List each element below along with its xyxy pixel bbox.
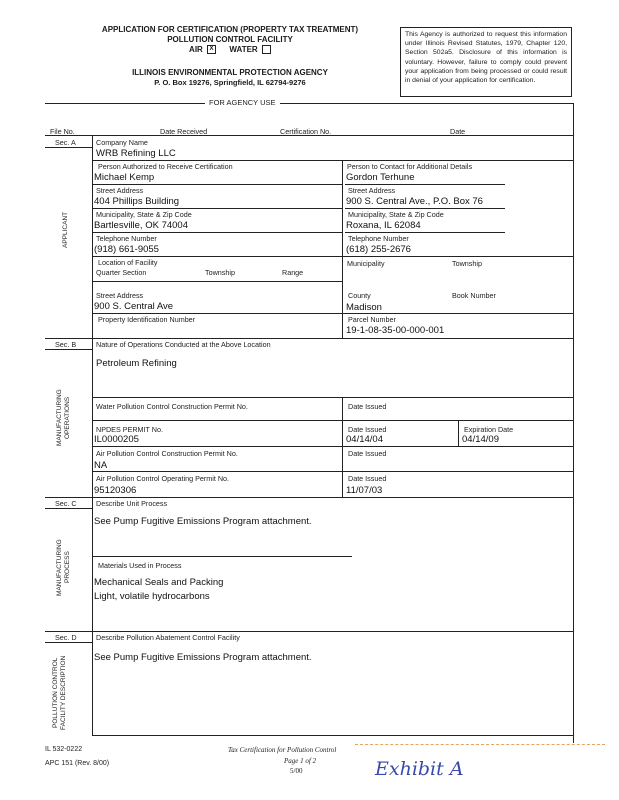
footer-rev: 5/00 bbox=[290, 767, 303, 775]
person-auth: Michael Kemp bbox=[94, 172, 155, 183]
municipality-2: Roxana, IL 62084 bbox=[346, 220, 421, 231]
phone-2: (618) 255-2676 bbox=[346, 244, 411, 255]
footer-center-title: Tax Certification for Pollution Control bbox=[228, 746, 337, 754]
street-2: 900 S. Central Ave., P.O. Box 76 bbox=[346, 196, 483, 207]
agency-name: ILLINOIS ENVIRONMENTAL PROTECTION AGENCY bbox=[132, 68, 328, 77]
street-label-3: Street Address bbox=[96, 291, 144, 300]
file-no-label: File No. bbox=[50, 127, 75, 136]
sec-b-tag: Sec. B bbox=[55, 340, 77, 349]
street-1: 404 Phillips Building bbox=[94, 196, 180, 207]
air-operating-permit-label: Air Pollution Control Operating Permit No. bbox=[96, 474, 230, 483]
npdes-expiration-date: 04/14/09 bbox=[462, 434, 499, 445]
street-label-1: Street Address bbox=[96, 186, 144, 195]
parcel-label: Parcel Number bbox=[348, 315, 396, 324]
street-3: 900 S. Central Ave bbox=[94, 301, 174, 312]
municipality-label-1: Municipality, State & Zip Code bbox=[96, 210, 192, 219]
water-label: WATER bbox=[229, 45, 258, 54]
air-water-checkboxes bbox=[70, 45, 390, 55]
sec-d-side-label: POLLUTION CONTROL FACILITY DESCRIPTION bbox=[52, 655, 67, 730]
phone-label-2: Telephone Number bbox=[348, 234, 409, 243]
form-subtitle: POLLUTION CONTROL FACILITY bbox=[167, 35, 293, 44]
water-permit-label: Water Pollution Control Construction Permit No. bbox=[96, 402, 248, 411]
sec-a-side-label: APPLICANT bbox=[62, 211, 69, 249]
form-title: APPLICATION FOR CERTIFICATION (PROPERTY TAX TREATMENT) bbox=[101, 25, 359, 34]
highlight-strip bbox=[355, 744, 605, 751]
company-name-label: Company Name bbox=[96, 138, 148, 147]
county-label: County bbox=[348, 291, 371, 300]
township-location-label: Township bbox=[452, 259, 482, 268]
parcel-number: 19-1-08-35-00-000-001 bbox=[346, 325, 445, 336]
book-number-label: Book Number bbox=[452, 291, 496, 300]
npdes-date-issued: 04/14/04 bbox=[346, 434, 383, 445]
air-label: AIR bbox=[189, 45, 203, 54]
agency-use-label: FOR AGENCY USE bbox=[205, 98, 280, 107]
phone-label-1: Telephone Number bbox=[96, 234, 157, 243]
materials-label: Materials Used in Process bbox=[98, 561, 182, 570]
disclosure-notice: This Agency is authorized to request this information under Illinois Revised Statutes, 1979, Chapter 120, Section 502a5. Disclosure of this information is voluntary. However, failure to comply could prevent your application from being processed or could result in denial of your application for certification. bbox=[400, 27, 572, 97]
date-label: Date bbox=[450, 127, 466, 136]
water-checkbox[interactable] bbox=[262, 45, 271, 54]
agency-address: P. O. Box 19276, Springfield, IL 62794-9276 bbox=[154, 78, 306, 87]
footer-page: Page 1 of 2 bbox=[284, 757, 317, 765]
nature-of-operations: Petroleum Refining bbox=[96, 358, 177, 369]
npdes-permit-no: IL0000205 bbox=[94, 434, 139, 445]
cert-no-label: Certification No. bbox=[280, 127, 332, 136]
location-label: Location of Facility bbox=[98, 258, 158, 267]
county: Madison bbox=[346, 302, 382, 313]
exhibit-label: Exhibit A bbox=[375, 758, 464, 780]
air-operating-permit-no: 95120306 bbox=[94, 485, 137, 496]
date-issued-label-1: Date Issued bbox=[348, 402, 387, 411]
sec-d-tag: Sec. D bbox=[55, 633, 77, 642]
nature-of-operations-label: Nature of Operations Conducted at the Above Location bbox=[96, 340, 271, 349]
footer-code: IL 532-0222 bbox=[45, 746, 83, 753]
phone-1: (918) 661-9055 bbox=[94, 244, 159, 255]
sec-c-tag: Sec. C bbox=[55, 499, 77, 508]
sec-b-side-label: MANUFACTURING OPERATIONS bbox=[56, 389, 71, 446]
describe-unit-process: See Pump Fugitive Emissions Program attachment. bbox=[94, 516, 312, 527]
municipality-1: Bartlesville, OK 74004 bbox=[94, 220, 188, 231]
date-issued-label-3: Date Issued bbox=[348, 449, 387, 458]
footer-form-number: APC 151 (Rev. 8/00) bbox=[45, 760, 110, 767]
sec-c-side-label: MANUFACTURING PROCESS bbox=[56, 539, 71, 596]
materials-line-2: Light, volatile hydrocarbons bbox=[94, 591, 210, 602]
air-construction-permit-no: NA bbox=[94, 460, 108, 471]
street-label-2: Street Address bbox=[348, 186, 396, 195]
date-received-label: Date Received bbox=[160, 127, 208, 136]
person-contact-label: Person to Contact for Additional Details bbox=[347, 162, 473, 171]
person-contact: Gordon Terhune bbox=[346, 172, 415, 183]
range-label: Range bbox=[282, 268, 304, 277]
describe-unit-process-label: Describe Unit Process bbox=[96, 499, 168, 508]
materials-line-1: Mechanical Seals and Packing bbox=[94, 577, 224, 588]
municipality-label-2: Municipality, State & Zip Code bbox=[348, 210, 444, 219]
date-issued-label-2: Date Issued bbox=[348, 425, 387, 434]
municipality-location-label: Municipality bbox=[347, 259, 385, 268]
company-name: WRB Refining LLC bbox=[96, 148, 176, 159]
person-auth-label: Person Authorized to Receive Certification bbox=[98, 162, 233, 171]
air-construction-permit-label: Air Pollution Control Construction Permit No. bbox=[96, 449, 238, 458]
describe-abatement-label: Describe Pollution Abatement Control Facility bbox=[96, 633, 240, 642]
describe-abatement: See Pump Fugitive Emissions Program attachment. bbox=[94, 652, 312, 663]
expiration-date-label: Expiration Date bbox=[464, 425, 514, 434]
air-operating-date-issued: 11/07/03 bbox=[346, 485, 383, 496]
township-label: Township bbox=[205, 268, 235, 277]
date-issued-label-4: Date Issued bbox=[348, 474, 387, 483]
npdes-permit-label: NPDES PERMIT No. bbox=[96, 425, 163, 434]
sec-a-tag: Sec. A bbox=[55, 138, 76, 147]
air-checkbox[interactable]: X bbox=[207, 45, 216, 54]
quarter-section-label: Quarter Section bbox=[96, 268, 147, 277]
pin-label: Property Identification Number bbox=[98, 315, 196, 324]
